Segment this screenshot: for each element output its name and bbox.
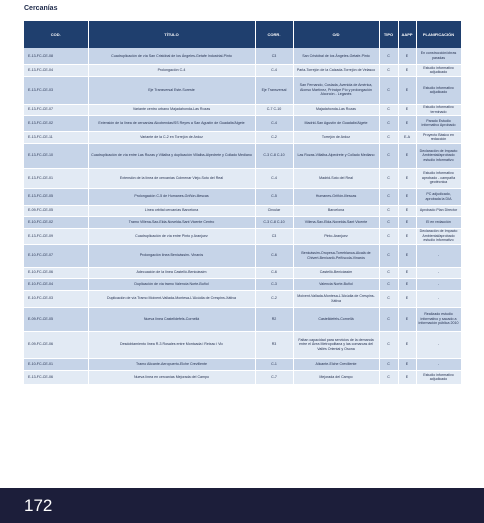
column-header-title: TÍTULO xyxy=(88,21,255,48)
type-cell: C xyxy=(379,278,398,290)
table-row xyxy=(24,104,461,115)
origin-destination-cell: Valencia Norte-Buñol xyxy=(293,278,379,290)
administration-cell: E xyxy=(398,244,416,267)
type-cell: C xyxy=(379,104,398,115)
planning-cell: En construcción/obras paradas xyxy=(416,48,461,64)
page-footer xyxy=(0,488,484,523)
table-row xyxy=(24,205,461,216)
title-cell: Prolongación C-5 de Humanes-Griñón-Illescas xyxy=(88,188,255,205)
code-cell: E-10-FC-CE-07 xyxy=(24,244,88,267)
table-header-row xyxy=(24,21,461,48)
type-cell: C xyxy=(379,143,398,168)
origin-destination-cell: Pinto-Aranjuez xyxy=(293,228,379,244)
code-cell: E-10-FC-CE-01 xyxy=(24,358,88,370)
administration-cell: E xyxy=(398,143,416,168)
type-cell: C xyxy=(379,290,398,307)
planning-cell: - xyxy=(416,267,461,278)
origin-destination-cell: Humanes-Griñón-Illescas xyxy=(293,188,379,205)
origin-destination-cell: Faltan capacidad para servicios de la demanda entre el Área Metropolitana y las comarcas del Vallès Oriental y Osona xyxy=(293,331,379,358)
title-cell: Prolongación C-4 xyxy=(88,64,255,76)
origin-destination-cell: Castelló-Benicàssim xyxy=(293,267,379,278)
planning-cell: Estudio informativo aprobado - campaña geotécnica xyxy=(416,168,461,188)
administration-cell: E xyxy=(398,48,416,64)
corridor-cell: C3 xyxy=(255,228,293,244)
type-cell: C xyxy=(379,76,398,104)
code-cell: E-13-FC-CE-03 xyxy=(24,76,88,104)
administration-cell: E-A xyxy=(398,131,416,143)
planning-cell: Parado Estudio informativo Aprobado xyxy=(416,115,461,131)
corridor-cell: C-4 xyxy=(255,168,293,188)
code-cell: E-13-FC-CE-07 xyxy=(24,104,88,115)
origin-destination-cell: Torrejón de Ardoz xyxy=(293,131,379,143)
code-cell: E-13-FC-CE-11 xyxy=(24,131,88,143)
title-cell: Variante centro urbano Majadahonda-Las Rozas xyxy=(88,104,255,115)
corridor-cell: C-6 xyxy=(255,267,293,278)
type-cell: C xyxy=(379,358,398,370)
origin-destination-cell: Madrid-San Agustín de Guadalix/Algete xyxy=(293,115,379,131)
administration-cell: E xyxy=(398,228,416,244)
code-cell: E-10-FC-CE-02 xyxy=(24,216,88,228)
corridor-cell: C-7 C-10 xyxy=(255,104,293,115)
origin-destination-cell: Mejorada del Campo xyxy=(293,370,379,384)
code-cell: E-13-FC-CE-06 xyxy=(24,370,88,384)
type-cell: C xyxy=(379,307,398,331)
origin-destination-cell: Moixent-Vallada-Montesa-L'Alcúdia de Crespins-Xàtiva xyxy=(293,290,379,307)
planning-cell: - xyxy=(416,244,461,267)
origin-destination-cell: Majadahonda-Las Rozas xyxy=(293,104,379,115)
column-header-origin-destination: O/D xyxy=(293,21,379,48)
code-cell: E-10-FC-CE-03 xyxy=(24,290,88,307)
administration-cell: E xyxy=(398,290,416,307)
title-cell: Adecuación de la línea Castelló-Benicàssim xyxy=(88,267,255,278)
page-number: 172 xyxy=(24,496,53,515)
administration-cell: E xyxy=(398,188,416,205)
planning-cell: Estudio informativo adjudicado xyxy=(416,370,461,384)
column-header-planning: PLANIFICACIÓN xyxy=(416,21,461,48)
table-row xyxy=(24,216,461,228)
code-cell: E-13-FC-CE-04 xyxy=(24,64,88,76)
type-cell: C xyxy=(379,267,398,278)
code-cell: E-13-FC-CE-02 xyxy=(24,115,88,131)
corridor-cell: C-4 xyxy=(255,115,293,131)
corridor-cell: C-6 xyxy=(255,244,293,267)
corridor-cell: Circular xyxy=(255,205,293,216)
administration-cell: E xyxy=(398,76,416,104)
planning-cell: Aprobado Plan Director xyxy=(416,205,461,216)
corridor-cell: C-3 C-8 C-10 xyxy=(255,143,293,168)
corridor-cell: C-2 xyxy=(255,131,293,143)
code-cell: E-09-FC-CE-05 xyxy=(24,205,88,216)
title-cell: Eje Transversal Este-Sureste xyxy=(88,76,255,104)
title-cell: Tramo Alicante-Aeropuerto-Elche Crevillente xyxy=(88,358,255,370)
table-row xyxy=(24,64,461,76)
corridor-cell: C-7 xyxy=(255,370,293,384)
code-cell: E-09-FC-CE-06 xyxy=(24,331,88,358)
column-header-type: TIPO xyxy=(379,21,398,48)
title-cell: Desdoblamiento línea R-3 Rosales entre Montcada i Reixac i Vic xyxy=(88,331,255,358)
type-cell: C xyxy=(379,64,398,76)
administration-cell: E xyxy=(398,331,416,358)
type-cell: C xyxy=(379,168,398,188)
title-cell: Duplicación de vía tramo Valencia Norte-Buñol xyxy=(88,278,255,290)
planning-cell: Declaración de Impacto Ambiental/aprobado estudio informativo xyxy=(416,143,461,168)
title-cell: Tramo Villena-Sax-Elda-Novelda-Sant Vicente Centro xyxy=(88,216,255,228)
origin-destination-cell: San Cristóbal de los Ángeles-Getafe-Pinto xyxy=(293,48,379,64)
corridor-cell: C-3 xyxy=(255,278,293,290)
code-cell: E-13-FC-CE-09 xyxy=(24,228,88,244)
administration-cell: E xyxy=(398,104,416,115)
planning-cell: Estudio informativo adjudicado xyxy=(416,76,461,104)
type-cell: C xyxy=(379,188,398,205)
table-row xyxy=(24,370,461,384)
projects-table xyxy=(24,21,462,385)
type-cell: C xyxy=(379,48,398,64)
origin-destination-cell: Benicàssim-Oropesa-Torreblanca-Alcalà de Chivert-Benicarló-Peñíscola-Vinaròs xyxy=(293,244,379,267)
origin-destination-cell: Castelldefels-Cornellà xyxy=(293,307,379,331)
code-cell: E-13-FC-CE-10 xyxy=(24,143,88,168)
planning-cell: - xyxy=(416,290,461,307)
origin-destination-cell: Las Rozas-Villalba-Alpedrete y Collado Mediano xyxy=(293,143,379,168)
planning-cell: - xyxy=(416,358,461,370)
table-row xyxy=(24,278,461,290)
administration-cell: E xyxy=(398,64,416,76)
corridor-cell: Eje Transversal xyxy=(255,76,293,104)
type-cell: C xyxy=(379,115,398,131)
type-cell: C xyxy=(379,216,398,228)
title-cell: Variante de la C-2 en Torrejón de Ardoz xyxy=(88,131,255,143)
title-cell: Extensión de la línea de cercanías Colmenar Viejo-Soto del Real xyxy=(88,168,255,188)
type-cell: C xyxy=(379,205,398,216)
administration-cell: E xyxy=(398,205,416,216)
planning-cell: Estudio informativo adjudicado xyxy=(416,64,461,76)
planning-cell: El en redacción xyxy=(416,216,461,228)
code-cell: E-10-FC-CE-04 xyxy=(24,278,88,290)
table-row xyxy=(24,131,461,143)
code-cell: E-13-FC-CE-08 xyxy=(24,48,88,64)
code-cell: E-09-FC-CE-05 xyxy=(24,307,88,331)
title-cell: Prolongación línea Benicàssim- Vinaròs xyxy=(88,244,255,267)
table-row xyxy=(24,331,461,358)
type-cell: C xyxy=(379,244,398,267)
title-cell: Cuadruplicación de vía San Cristóbal de los Ángeles-Getafe Industrial-Pinto xyxy=(88,48,255,64)
section-title: Cercanías xyxy=(24,5,58,12)
corridor-cell: C-2 xyxy=(255,290,293,307)
planning-cell: - xyxy=(416,331,461,358)
title-cell: Cuadruplicación de vía entre Las Rozas y Villalba y duplicación Villalba-Alpedrete y Collado Mediano xyxy=(88,143,255,168)
title-cell: Cuadruplicación de vía entre Pinto y Aranjuez xyxy=(88,228,255,244)
table-row xyxy=(24,115,461,131)
corridor-cell: C3 xyxy=(255,48,293,64)
type-cell: C xyxy=(379,370,398,384)
table-row xyxy=(24,244,461,267)
origin-destination-cell: Barcelona xyxy=(293,205,379,216)
planning-cell: - xyxy=(416,278,461,290)
corridor-cell: C-5 xyxy=(255,188,293,205)
administration-cell: E xyxy=(398,278,416,290)
administration-cell: E xyxy=(398,370,416,384)
corridor-cell: R3 xyxy=(255,331,293,358)
table-row xyxy=(24,48,461,64)
type-cell: C xyxy=(379,131,398,143)
planning-cell: PC adjudicado, aprobada la DIA xyxy=(416,188,461,205)
title-cell: Duplicación de vía Tramo Moixent-Vallada-Montesa-L'Alcúdia de Crespins-Xàtiva xyxy=(88,290,255,307)
title-cell: Línea orbital cercanías Barcelona xyxy=(88,205,255,216)
code-cell: E-13-FC-CE-01 xyxy=(24,168,88,188)
planning-cell: Proyecto Básico en redacción xyxy=(416,131,461,143)
type-cell: C xyxy=(379,228,398,244)
planning-cell: Estudio informativo terminado xyxy=(416,104,461,115)
administration-cell: E xyxy=(398,267,416,278)
column-header-code: COD. xyxy=(24,21,88,48)
table-row xyxy=(24,168,461,188)
table-row xyxy=(24,143,461,168)
type-cell: C xyxy=(379,331,398,358)
code-cell: E-10-FC-CE-06 xyxy=(24,267,88,278)
administration-cell: E xyxy=(398,307,416,331)
corridor-cell: C-4 xyxy=(255,64,293,76)
planning-cell: Declaración de Impacto Ambiental/aprobado estudio informativo xyxy=(416,228,461,244)
table-row xyxy=(24,358,461,370)
code-cell: E-13-FC-CE-05 xyxy=(24,188,88,205)
table-row xyxy=(24,290,461,307)
table-row xyxy=(24,76,461,104)
column-header-corridor: CORR. xyxy=(255,21,293,48)
origin-destination-cell: Villena-Sax-Elda-Novelda-Sant Vicente xyxy=(293,216,379,228)
administration-cell: E xyxy=(398,168,416,188)
title-cell: Extensión de la línea de cercanías Alcobendas/SS Reyes a San Agustín de Guadalix/Algete xyxy=(88,115,255,131)
origin-destination-cell: San Fernando, Coslada, Avenida de América, Alonso Martínez, Príncipe Pío y prolongación Alcorcón - Leganés xyxy=(293,76,379,104)
table-row xyxy=(24,307,461,331)
administration-cell: E xyxy=(398,115,416,131)
origin-destination-cell: Parla-Torrejón de la Calzada-Torrejón de Velasco xyxy=(293,64,379,76)
title-cell: Nueva línea Castelldefels-Cornellà xyxy=(88,307,255,331)
corridor-cell: C-3 C-8 C-10 xyxy=(255,216,293,228)
table-row xyxy=(24,267,461,278)
corridor-cell: C-1 xyxy=(255,358,293,370)
column-header-administration: AAPP xyxy=(398,21,416,48)
table-row xyxy=(24,228,461,244)
administration-cell: E xyxy=(398,216,416,228)
origin-destination-cell: Alicante-Elche Crevillente xyxy=(293,358,379,370)
title-cell: Nueva línea en cercanías Mejorada del Campo xyxy=(88,370,255,384)
planning-cell: Realizado estudio informativo y sacado a información pública 2010 xyxy=(416,307,461,331)
table-row xyxy=(24,188,461,205)
origin-destination-cell: Madrid-Soto del Real xyxy=(293,168,379,188)
corridor-cell: R2 xyxy=(255,307,293,331)
administration-cell: E xyxy=(398,358,416,370)
